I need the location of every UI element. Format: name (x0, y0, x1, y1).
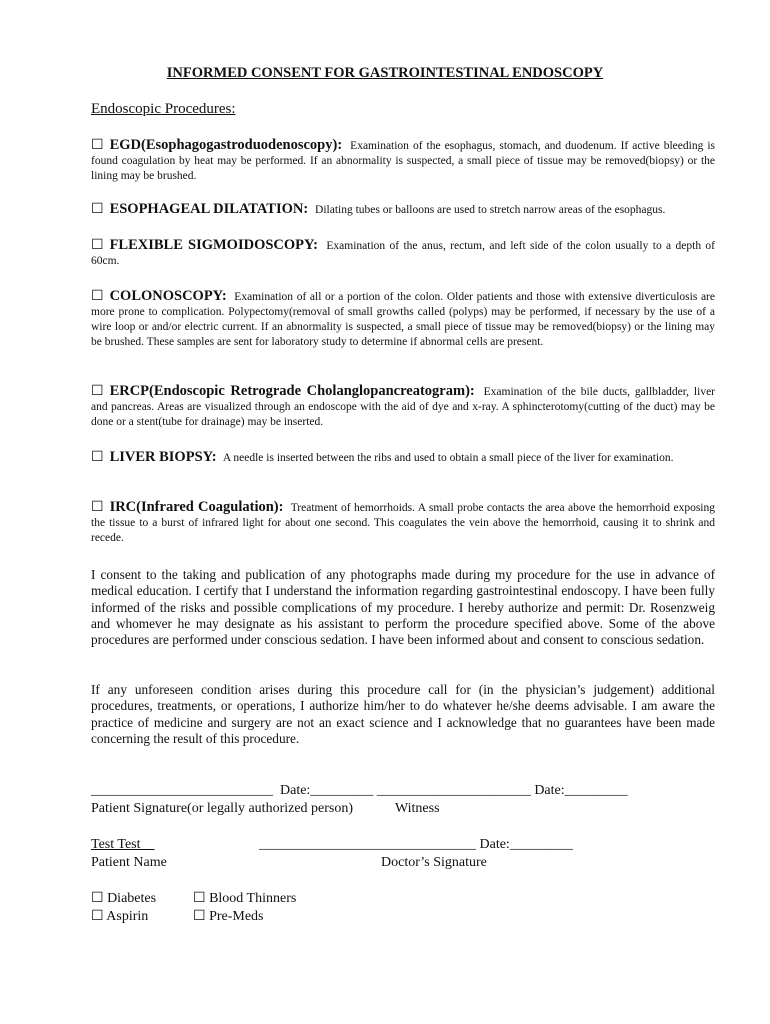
doctor-signature-label: Doctor’s Signature (381, 855, 487, 870)
witness-label: Witness (395, 801, 440, 816)
procedure-description: Dilating tubes or balloons are used to stretch narrow areas of the esophagus. (315, 204, 666, 216)
checkbox-icon[interactable]: ☐ (91, 891, 104, 906)
section-heading: Endoscopic Procedures: (91, 101, 236, 117)
procedure-name: COLONOSCOPY: (109, 288, 227, 304)
patient-name-label: Patient Name (91, 855, 167, 870)
condition-aspirin[interactable] (91, 908, 148, 925)
condition-diabetes[interactable] (91, 890, 156, 907)
procedure-description: Examination of all or a portion of the colon. Older patients and those with extensive diverticulosis are more prone to complication. Polypectomy(removal of small growths called (polyps) may be performed, if necessary by the use of a wire loop or and/or electric current. If an abnormality is suspected, a small piece of tissue may be removed(biopsy) or the lining may be brushed. These samples are sent for laboratory study to determine if abnormal cells are present. (91, 291, 715, 348)
checkbox-icon[interactable]: ☐ (91, 450, 104, 465)
procedure-egd (91, 138, 715, 184)
doctor-signature-date-line[interactable]: _______________________________ Date:_________ (259, 837, 573, 852)
procedure-flexible-sigmoidoscopy (91, 238, 715, 269)
procedure-irc (91, 500, 715, 546)
checkbox-icon[interactable]: ☐ (91, 202, 104, 217)
procedure-ercp (91, 384, 715, 430)
procedure-description: Treatment of hemorrhoids. A small probe contacts the area above the hemorrhoid exposing the tissue to a burst of infrared light for about one second. This coagulates the vein above the hemorrhoid, causing it to shrink and recede. (91, 502, 716, 544)
procedure-description: Examination of the bile ducts, gallbladder, liver and pancreas. Areas are visualized through an endoscope with the aid of dye and x-ray. A sphincterotomy(cutting of the duct) may be done or a stent(tube for drainage) may be inserted. (91, 386, 715, 428)
procedure-description: A needle is inserted between the ribs and used to obtain a small piece of the liver for examination. (222, 452, 674, 464)
procedure-colonoscopy (91, 289, 715, 350)
checkbox-icon[interactable]: ☐ (91, 138, 104, 153)
checkbox-icon[interactable]: ☐ (193, 891, 206, 906)
document-title: INFORMED CONSENT FOR GASTROINTESTINAL ENDOSCOPY (166, 65, 604, 81)
patient-name-value: Test Test (91, 837, 141, 852)
procedure-name: LIVER BIOPSY: (109, 449, 217, 465)
procedure-liver-biopsy (91, 450, 715, 466)
patient-signature-label: Patient Signature(or legally authorized person) (91, 801, 354, 816)
procedure-name: ESOPHAGEAL DILATATION: (109, 201, 309, 217)
signature-date-line-1[interactable]: __________________________ Date:_________ ______________________ Date:_________ (91, 783, 628, 798)
condition-blood-thinners[interactable] (193, 890, 296, 907)
checkbox-icon[interactable]: ☐ (91, 238, 104, 253)
unforeseen-condition-paragraph: If any unforeseen condition arises during this procedure call for (in the physician’s judgement) additional procedures, treatments, or operations, I authorize him/her to do whatever he/she deems advisable. I am aware the practice of medicine and surgery are not an exact science and I acknowledge that no guarantees have been made concerning the result of this procedure. (91, 682, 715, 746)
procedure-name: IRC(Infrared Coagulation): (109, 499, 284, 515)
checkbox-icon[interactable]: ☐ (91, 289, 104, 304)
condition-label: Aspirin (106, 909, 149, 924)
procedure-description: Examination of the anus, rectum, and left side of the colon usually to a depth of 60cm. (91, 240, 716, 267)
procedure-description: Examination of the esophagus, stomach, and duodenum. If active bleeding is found coagulation by heat may be performed. If an abnormality is suspected, a small piece of tissue may be removed(biopsy) or the lining may be brushed. (91, 140, 715, 182)
checkbox-icon[interactable]: ☐ (193, 909, 206, 924)
condition-pre-meds[interactable] (193, 908, 264, 925)
condition-label: Diabetes (107, 891, 157, 906)
procedure-name: ERCP(Endoscopic Retrograde Cholanglopancreatogram): (109, 383, 475, 399)
checkbox-icon[interactable]: ☐ (91, 384, 104, 399)
procedure-name: EGD(Esophagogastroduodenoscopy): (109, 137, 343, 153)
patient-name-field[interactable] (91, 837, 155, 853)
checkbox-icon[interactable]: ☐ (91, 909, 104, 924)
patient-name-trail (141, 837, 155, 852)
consent-paragraph: I consent to the taking and publication of any photographs made during my procedure for the use in advance of medical education. I certify that I understand the information regarding gastrointestinal endoscopy. I have been fully informed of the risks and possible complications of my procedure. I hereby authorize and permit: Dr. Rosenzweig and whomever he may designate as his assistant to perform the procedure specified above. Some of the above procedures are performed under conscious sedation. I have been informed about and consent to conscious sedation. (91, 567, 715, 648)
procedure-name: FLEXIBLE SIGMOIDOSCOPY: (109, 237, 318, 253)
procedure-esophageal-dilatation (91, 202, 715, 218)
condition-label: Pre-Meds (209, 909, 264, 924)
checkbox-icon[interactable]: ☐ (91, 500, 104, 515)
condition-label: Blood Thinners (209, 891, 297, 906)
